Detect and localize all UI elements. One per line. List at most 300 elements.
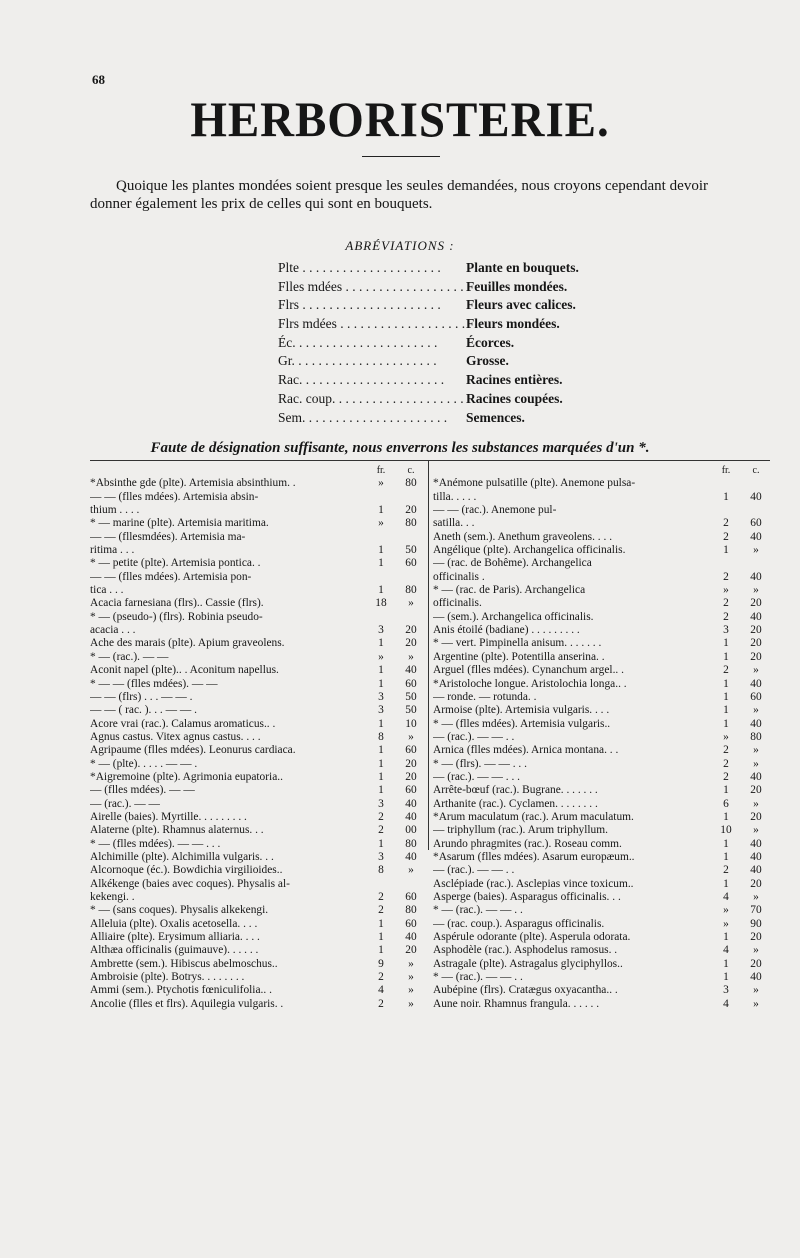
entry-centimes: 20 bbox=[405, 624, 417, 637]
entry-centimes: 20 bbox=[750, 637, 762, 650]
entry-francs: 3 bbox=[378, 624, 384, 637]
entry-francs: 6 bbox=[723, 797, 729, 810]
price-table bbox=[90, 460, 770, 1010]
entry-francs: » bbox=[378, 650, 384, 663]
entry-francs: » bbox=[723, 904, 729, 917]
price-entry bbox=[433, 971, 770, 984]
price-entry bbox=[433, 651, 770, 664]
abbreviation-key: Flrs mdées . . . bbox=[278, 316, 466, 335]
entry-francs: 1 bbox=[723, 784, 729, 797]
entry-label: Aspérule odorante (plte). Asperula odorata. bbox=[433, 931, 631, 944]
price-entry bbox=[433, 544, 770, 557]
entry-centimes: 20 bbox=[750, 650, 762, 663]
entry-label: *Anémone pulsatille (plte). Anemone pulsa- bbox=[433, 477, 636, 490]
intro-paragraph: Quoique les plantes mondées soient presque les seules demandées, nous croyons cependant devoir donner également les prix de celles qui sont en bouquets. bbox=[90, 178, 708, 212]
entry-label: * — (rac.). — — bbox=[90, 650, 169, 663]
abbreviation-meaning: Racines entières. bbox=[466, 372, 563, 388]
header-fr: fr. bbox=[721, 465, 731, 476]
price-entry bbox=[433, 477, 770, 490]
entry-francs: 1 bbox=[723, 837, 729, 850]
entry-label: Alchimille (plte). Alchimilla vulgaris. . . bbox=[90, 850, 274, 863]
entry-label: Alkékenge (baies avec coques). Physalis al- bbox=[90, 877, 290, 890]
entry-centimes: 40 bbox=[405, 850, 417, 863]
entry-centimes bbox=[742, 477, 770, 490]
entry-francs: 2 bbox=[723, 664, 729, 677]
entry-francs: 4 bbox=[723, 891, 729, 903]
entry-centimes: 40 bbox=[750, 717, 762, 730]
entry-label: Aneth (sem.). Anethum graveolens. . . . bbox=[433, 530, 613, 543]
column-divider bbox=[428, 461, 429, 850]
entry-centimes: 20 bbox=[750, 931, 762, 944]
entry-centimes: 60 bbox=[405, 917, 417, 930]
entry-centimes: 80 bbox=[750, 730, 762, 743]
entry-label: Asphodèle (rac.). Asphodelus ramosus. . bbox=[433, 944, 618, 957]
entry-label: * — (flrs). — — . . . bbox=[433, 757, 527, 770]
entry-label: Asclépiade (rac.). Asclepias vince toxicum.. bbox=[433, 877, 634, 890]
abbreviation-key: Éc. . . . bbox=[278, 335, 466, 354]
price-entry bbox=[90, 811, 425, 824]
entry-centimes: » bbox=[753, 944, 759, 957]
entry-francs: » bbox=[723, 917, 729, 930]
price-entry bbox=[90, 624, 425, 637]
entry-centimes: » bbox=[408, 997, 414, 1010]
entry-centimes: » bbox=[753, 544, 759, 557]
price-entry bbox=[90, 491, 425, 504]
entry-centimes: » bbox=[753, 891, 759, 903]
abbreviation-meaning: Fleurs mondées. bbox=[466, 316, 560, 332]
price-entry bbox=[433, 504, 770, 517]
price-entry bbox=[433, 731, 770, 744]
price-entry bbox=[433, 758, 770, 771]
entry-centimes: » bbox=[408, 864, 414, 877]
entry-label: Alliaire (plte). Erysimum alliaria. . . . bbox=[90, 931, 260, 944]
price-entry bbox=[90, 731, 425, 744]
page-title: HERBORISTERIE. bbox=[190, 91, 610, 147]
abbreviation-meaning: Plante en bouquets. bbox=[466, 260, 579, 275]
entry-label: * — — (flles mdées). — — bbox=[90, 677, 218, 690]
entry-centimes: 60 bbox=[405, 557, 417, 570]
price-entry bbox=[433, 918, 770, 931]
entry-label: — — (flles mdées). Artemisia pon- bbox=[90, 570, 252, 583]
price-entry bbox=[433, 984, 770, 997]
abbreviation-meaning: Écorces. bbox=[466, 334, 515, 350]
price-entry bbox=[90, 678, 425, 691]
price-entry bbox=[433, 637, 770, 650]
entry-francs: » bbox=[723, 584, 729, 597]
header-c: c. bbox=[407, 465, 415, 476]
entry-label: — — (flrs) . . . — — . bbox=[90, 690, 193, 703]
entry-label: Acore vrai (rac.). Calamus aromaticus.. . bbox=[90, 717, 276, 730]
entry-centimes: 40 bbox=[750, 570, 762, 583]
entry-francs: 1 bbox=[378, 637, 384, 650]
entry-label: officinalis . bbox=[433, 570, 485, 583]
entry-centimes: 40 bbox=[750, 864, 762, 877]
price-entry bbox=[433, 584, 770, 597]
entry-label: — (rac.). — — . . bbox=[433, 730, 515, 743]
entry-label: Astragale (plte). Astragalus glyciphyllos.. bbox=[433, 957, 623, 970]
abbreviation-row bbox=[278, 372, 618, 391]
entry-label: Airelle (baies). Myrtille. . . . . . . . . bbox=[90, 810, 247, 823]
abbreviation-row bbox=[278, 297, 618, 316]
entry-label: * — (flles mdées). Artemisia vulgaris.. bbox=[433, 717, 611, 730]
entry-francs: 1 bbox=[723, 877, 729, 890]
entry-label: Aune noir. Rhamnus frangula. . . . . . bbox=[433, 997, 600, 1010]
entry-centimes: 40 bbox=[750, 971, 762, 984]
entry-francs: 3 bbox=[378, 850, 384, 863]
entry-centimes: 40 bbox=[405, 797, 417, 810]
abbreviation-row bbox=[278, 260, 618, 279]
entry-label: Arrête-bœuf (rac.). Bugrane. . . . . . . bbox=[433, 784, 598, 797]
entry-francs bbox=[365, 878, 397, 891]
price-entry bbox=[90, 784, 425, 797]
price-entry bbox=[90, 904, 425, 917]
entry-label: — (rac.). — — . . . bbox=[433, 770, 520, 783]
price-entry bbox=[433, 678, 770, 691]
entry-centimes: 20 bbox=[405, 757, 417, 770]
entry-francs bbox=[365, 571, 397, 584]
right-column bbox=[433, 464, 770, 1011]
entry-label: — (rac.). — — . . bbox=[433, 864, 515, 877]
entry-label: — (rac. de Bohême). Archangelica bbox=[433, 557, 592, 570]
price-entry bbox=[433, 571, 770, 584]
price-entry bbox=[433, 718, 770, 731]
entry-label: Angélique (plte). Archangelica officinalis. bbox=[433, 544, 626, 557]
entry-francs: 3 bbox=[723, 984, 729, 997]
abbreviation-row bbox=[278, 410, 618, 429]
abbreviation-meaning: Racines coupées. bbox=[466, 390, 563, 406]
entry-francs: 1 bbox=[378, 944, 384, 957]
entry-centimes: 90 bbox=[750, 917, 762, 930]
entry-centimes: 10 bbox=[405, 717, 417, 730]
entry-francs bbox=[365, 491, 397, 504]
entry-francs: 10 bbox=[720, 824, 732, 837]
entry-label: tica . . . bbox=[90, 584, 124, 597]
entry-centimes: 20 bbox=[750, 624, 762, 637]
price-entry bbox=[90, 944, 425, 957]
abbreviations-list bbox=[278, 260, 618, 428]
entry-centimes: » bbox=[408, 730, 414, 743]
price-entry bbox=[90, 918, 425, 931]
price-entry bbox=[433, 998, 770, 1011]
entry-label: * — (pseudo-) (flrs). Robinia pseudo- bbox=[90, 610, 263, 623]
entry-centimes: 20 bbox=[750, 784, 762, 797]
entry-francs: 1 bbox=[378, 717, 384, 730]
price-entry bbox=[433, 838, 770, 851]
entry-centimes: 40 bbox=[405, 664, 417, 677]
entry-francs: 1 bbox=[723, 677, 729, 690]
entry-francs: 1 bbox=[378, 757, 384, 770]
entry-centimes: 80 bbox=[405, 517, 417, 530]
price-entry bbox=[90, 878, 425, 891]
entry-centimes: 50 bbox=[405, 690, 417, 703]
entry-centimes: 60 bbox=[405, 891, 417, 903]
title-divider bbox=[362, 156, 440, 157]
entry-centimes: 60 bbox=[750, 517, 762, 530]
price-entry bbox=[90, 637, 425, 650]
entry-centimes: 20 bbox=[750, 597, 762, 610]
price-entry bbox=[433, 851, 770, 864]
entry-centimes: 50 bbox=[405, 704, 417, 717]
entry-label: thium . . . . bbox=[90, 504, 140, 517]
entry-label: Althæa officinalis (guimauve). . . . . . bbox=[90, 944, 259, 957]
entry-centimes: 80 bbox=[405, 477, 417, 490]
entry-label: officinalis. bbox=[433, 597, 482, 610]
entry-francs: 4 bbox=[723, 944, 729, 957]
entry-centimes: 20 bbox=[750, 877, 762, 890]
entry-centimes: 60 bbox=[405, 744, 417, 757]
price-entry bbox=[90, 517, 425, 530]
entry-label: — — (fllesmdées). Artemisia ma- bbox=[90, 530, 246, 543]
entry-francs: 2 bbox=[378, 971, 384, 984]
entry-label: — (rac.). — — bbox=[90, 797, 160, 810]
entry-label: Asperge (baies). Asparagus officinalis. . . bbox=[433, 891, 621, 903]
entry-francs: 2 bbox=[723, 744, 729, 757]
entry-francs: 4 bbox=[723, 997, 729, 1010]
entry-label: Arundo phragmites (rac.). Roseau comm. bbox=[433, 837, 622, 850]
entry-label: satilla. . . bbox=[433, 517, 475, 530]
entry-centimes: » bbox=[753, 757, 759, 770]
entry-centimes: 40 bbox=[750, 610, 762, 623]
entry-label: * — (rac.). — — . . bbox=[433, 904, 523, 917]
entry-label: Ammi (sem.). Ptychotis fœniculifolia.. . bbox=[90, 984, 272, 997]
price-entry bbox=[433, 771, 770, 784]
entry-centimes: 20 bbox=[405, 944, 417, 957]
entry-francs: 2 bbox=[378, 891, 384, 903]
entry-francs: 1 bbox=[723, 931, 729, 944]
abbreviation-key: Plte . . . bbox=[278, 260, 466, 279]
entry-francs: 8 bbox=[378, 864, 384, 877]
entry-label: — triphyllum (rac.). Arum triphyllum. bbox=[433, 824, 608, 837]
price-entry bbox=[90, 531, 425, 544]
price-entry bbox=[90, 611, 425, 624]
price-entry bbox=[90, 584, 425, 597]
entry-francs: 1 bbox=[378, 664, 384, 677]
price-entry bbox=[90, 557, 425, 570]
price-entry bbox=[433, 744, 770, 757]
header-c: c. bbox=[752, 465, 760, 476]
entry-label: *Absinthe gde (plte). Artemisia absinthium. . bbox=[90, 477, 296, 490]
entry-centimes: 60 bbox=[405, 784, 417, 797]
entry-centimes bbox=[397, 531, 425, 544]
entry-francs: 1 bbox=[723, 490, 729, 503]
entry-label: Arguel (flles mdées). Cynanchum argel.. . bbox=[433, 664, 624, 677]
price-entry bbox=[90, 798, 425, 811]
entry-label: * — (rac. de Paris). Archangelica bbox=[433, 584, 586, 597]
entry-francs: 1 bbox=[723, 971, 729, 984]
entry-centimes bbox=[397, 491, 425, 504]
price-entry bbox=[433, 904, 770, 917]
entry-label: * — (plte). . . . . — — . bbox=[90, 757, 198, 770]
entry-francs bbox=[710, 504, 742, 517]
entry-francs bbox=[710, 477, 742, 490]
price-entry bbox=[433, 944, 770, 957]
price-entry bbox=[433, 931, 770, 944]
entry-label: ritima . . . bbox=[90, 544, 135, 557]
price-entry bbox=[433, 878, 770, 891]
abbreviation-row bbox=[278, 335, 618, 354]
price-entry bbox=[90, 651, 425, 664]
price-entry bbox=[90, 544, 425, 557]
entry-label: — — ( rac. ). . . — — . bbox=[90, 704, 197, 717]
price-entry bbox=[90, 664, 425, 677]
entry-francs: 2 bbox=[723, 517, 729, 530]
entry-francs: 1 bbox=[378, 557, 384, 570]
entry-centimes: 20 bbox=[405, 770, 417, 783]
entry-centimes: » bbox=[753, 997, 759, 1010]
entry-label: *Asarum (flles mdées). Asarum europæum.. bbox=[433, 850, 635, 863]
entry-francs: 1 bbox=[723, 810, 729, 823]
entry-label: *Aigremoine (plte). Agrimonia eupatoria.. bbox=[90, 770, 283, 783]
entry-label: Ache des marais (plte). Apium graveolens. bbox=[90, 637, 285, 650]
right-column-header bbox=[433, 464, 770, 477]
entry-francs: 1 bbox=[378, 784, 384, 797]
entry-label: * — (flles mdées). — — . . . bbox=[90, 837, 221, 850]
price-entry bbox=[90, 958, 425, 971]
entry-label: * — (sans coques). Physalis alkekengi. bbox=[90, 904, 269, 917]
entry-centimes: » bbox=[753, 824, 759, 837]
abbreviation-meaning: Grosse. bbox=[466, 353, 509, 369]
entry-centimes bbox=[742, 504, 770, 517]
entry-francs: 1 bbox=[378, 770, 384, 783]
entry-centimes: 70 bbox=[750, 904, 762, 917]
entry-centimes: 40 bbox=[750, 677, 762, 690]
price-entry bbox=[433, 491, 770, 504]
price-entry bbox=[90, 597, 425, 610]
entry-centimes: 40 bbox=[750, 837, 762, 850]
entry-centimes: » bbox=[753, 797, 759, 810]
entry-label: Arnica (flles mdées). Arnica montana. . . bbox=[433, 744, 619, 757]
entry-label: Alaterne (plte). Rhamnus alaternus. . . bbox=[90, 824, 264, 837]
entry-francs: 9 bbox=[378, 957, 384, 970]
entry-label: Aubépine (flrs). Cratægus oxyacantha.. . bbox=[433, 984, 618, 997]
entry-francs: 2 bbox=[723, 757, 729, 770]
entry-label: * — petite (plte). Artemisia pontica. . bbox=[90, 557, 261, 570]
price-entry bbox=[433, 958, 770, 971]
price-entry bbox=[433, 517, 770, 530]
entry-francs: 1 bbox=[723, 957, 729, 970]
price-entry bbox=[433, 557, 770, 570]
entry-francs: 2 bbox=[723, 864, 729, 877]
entry-francs: 1 bbox=[723, 850, 729, 863]
price-entry bbox=[433, 824, 770, 837]
entry-centimes: 60 bbox=[750, 690, 762, 703]
price-entry bbox=[90, 998, 425, 1011]
entry-label: Aconit napel (plte).. . Aconitum napellus. bbox=[90, 664, 279, 677]
price-entry bbox=[90, 851, 425, 864]
entry-label: Armoise (plte). Artemisia vulgaris. . . . bbox=[433, 704, 610, 717]
entry-label: — (sem.). Archangelica officinalis. bbox=[433, 610, 594, 623]
entry-centimes: 20 bbox=[405, 504, 417, 517]
entry-francs: 1 bbox=[723, 650, 729, 663]
entry-centimes: 80 bbox=[405, 837, 417, 850]
abbreviation-row bbox=[278, 353, 618, 372]
entry-centimes: 40 bbox=[405, 810, 417, 823]
price-entry bbox=[90, 704, 425, 717]
entry-francs: » bbox=[378, 517, 384, 530]
entry-francs: 2 bbox=[723, 570, 729, 583]
price-entry bbox=[90, 571, 425, 584]
abbreviation-row bbox=[278, 391, 618, 410]
entry-label: *Arum maculatum (rac.). Arum maculatum. bbox=[433, 810, 634, 823]
entry-centimes: 50 bbox=[405, 544, 417, 557]
price-entry bbox=[90, 891, 425, 904]
abbreviation-key: Sem. . . . bbox=[278, 410, 466, 429]
entry-centimes: 20 bbox=[750, 810, 762, 823]
abbreviation-key: Flrs . . . bbox=[278, 297, 466, 316]
entry-francs: 2 bbox=[723, 530, 729, 543]
entry-centimes: » bbox=[753, 584, 759, 597]
price-entry bbox=[90, 744, 425, 757]
entry-label: — (rac. coup.). Asparagus officinalis. bbox=[433, 917, 605, 930]
entry-francs: 3 bbox=[723, 624, 729, 637]
entry-centimes: 40 bbox=[750, 530, 762, 543]
entry-francs: » bbox=[723, 730, 729, 743]
entry-francs: 3 bbox=[378, 690, 384, 703]
price-entry bbox=[433, 531, 770, 544]
entry-centimes: » bbox=[753, 984, 759, 997]
abbreviation-row bbox=[278, 316, 618, 335]
entry-centimes bbox=[397, 611, 425, 624]
entry-centimes: » bbox=[753, 704, 759, 717]
entry-francs: 4 bbox=[378, 984, 384, 997]
entry-label: Ancolie (flles et flrs). Aquilegia vulgaris. . bbox=[90, 997, 284, 1010]
entry-label: Arthanite (rac.). Cyclamen. . . . . . . . bbox=[433, 797, 598, 810]
price-entry bbox=[433, 691, 770, 704]
entry-centimes: 40 bbox=[750, 490, 762, 503]
abbreviation-meaning: Fleurs avec calices. bbox=[466, 297, 576, 313]
entry-label: — ronde. — rotunda. . bbox=[433, 690, 537, 703]
abbreviation-meaning: Semences. bbox=[466, 409, 525, 425]
entry-centimes: 40 bbox=[405, 931, 417, 944]
entry-francs: 8 bbox=[378, 730, 384, 743]
entry-label: Agripaume (flles mdées). Leonurus cardiaca. bbox=[90, 744, 296, 757]
entry-francs: 1 bbox=[378, 917, 384, 930]
price-entry bbox=[90, 718, 425, 731]
entry-francs: 3 bbox=[378, 704, 384, 717]
entry-francs bbox=[365, 531, 397, 544]
entry-label: Argentine (plte). Potentilla anserina. . bbox=[433, 650, 605, 663]
entry-label: Alleluia (plte). Oxalis acetosella. . . . bbox=[90, 917, 258, 930]
header-fr: fr. bbox=[376, 465, 386, 476]
entry-label: * — vert. Pimpinella anisum. . . . . . . bbox=[433, 637, 602, 650]
abbreviation-key: Flles mdées . . . bbox=[278, 279, 466, 298]
page-number: 68 bbox=[92, 72, 105, 87]
entry-francs: 2 bbox=[378, 904, 384, 917]
entry-label: kekengi. . bbox=[90, 891, 135, 903]
entry-francs: 1 bbox=[378, 544, 384, 557]
price-entry bbox=[433, 784, 770, 797]
entry-francs: 1 bbox=[378, 584, 384, 597]
entry-francs: 2 bbox=[378, 997, 384, 1010]
price-entry bbox=[90, 824, 425, 837]
entry-centimes: 80 bbox=[405, 904, 417, 917]
entry-centimes: » bbox=[408, 984, 414, 997]
entry-centimes: 40 bbox=[750, 770, 762, 783]
entry-centimes: 20 bbox=[750, 957, 762, 970]
price-entry bbox=[90, 864, 425, 877]
asterisk-notice: Faute de désignation suffisante, nous enverrons les substances marquées d'un *. bbox=[150, 440, 650, 456]
entry-centimes: » bbox=[753, 664, 759, 677]
left-column-header bbox=[90, 464, 425, 477]
price-entry bbox=[433, 811, 770, 824]
entry-label: Ambrette (sem.). Hibiscus abelmoschus.. bbox=[90, 957, 278, 970]
entry-francs bbox=[365, 611, 397, 624]
entry-francs: 1 bbox=[723, 690, 729, 703]
entry-francs: 3 bbox=[378, 797, 384, 810]
entry-francs: 1 bbox=[378, 677, 384, 690]
entry-francs: 1 bbox=[378, 744, 384, 757]
entry-centimes: » bbox=[753, 744, 759, 757]
